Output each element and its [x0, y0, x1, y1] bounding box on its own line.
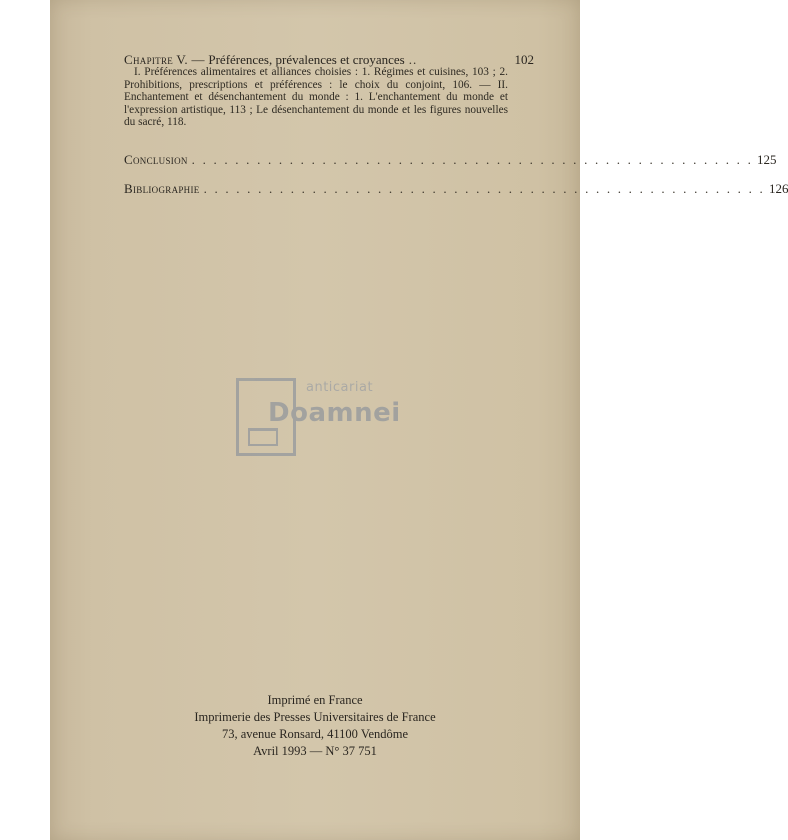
- watermark-big-text: Doamnei: [268, 398, 401, 428]
- bibliographie-label: Bibliographie: [124, 181, 200, 196]
- watermark-small-text: anticariat: [306, 380, 374, 395]
- conclusion-page-number: 125: [757, 152, 777, 167]
- toc-entry-conclusion: [124, 152, 777, 168]
- chapter-summary: I. Préférences alimentaires et alliances choisies : 1. Régimes et cuisines, 103 ; 2. Prohibitions, prescriptions et préférences : le choix du conjoint, 106. — II. Enchantement et désenchantement du monde : 1. L'enchantement du monde et l'expression artistique, 113 ; Le désenchantement du monde et les figures nouvelles du sacré, 118.: [124, 66, 508, 128]
- book-icon: [248, 428, 278, 446]
- toc-leader: . . . . . . . . . . . . . . . . . . . . . . . . . . . . . . . . . . . . . . . . . . . . . . . . . . . .: [191, 152, 754, 167]
- colophon-line: Avril 1993 — N° 37 751: [253, 744, 377, 758]
- conclusion-label: Conclusion: [124, 152, 188, 167]
- colophon-line: Imprimerie des Presses Universitaires de France: [194, 710, 436, 724]
- toc-entry-bibliographie: [124, 181, 788, 197]
- chapter-page-number: 102: [514, 52, 534, 67]
- bibliographie-page-number: 126: [768, 181, 788, 196]
- colophon: [0, 692, 630, 760]
- colophon-line: Imprimé en France: [267, 693, 363, 707]
- chapter-label: Chapitre V. —: [124, 52, 209, 67]
- colophon-line: 73, avenue Ronsard, 41100 Vendôme: [221, 727, 409, 741]
- toc-leader-dots: ..: [408, 52, 418, 67]
- watermark-logo: [236, 378, 406, 458]
- chapter-title: Préférences, prévalences et croyances: [208, 52, 405, 67]
- toc-leader: . . . . . . . . . . . . . . . . . . . . . . . . . . . . . . . . . . . . . . . . . . . . . . . . . . . .: [203, 181, 765, 196]
